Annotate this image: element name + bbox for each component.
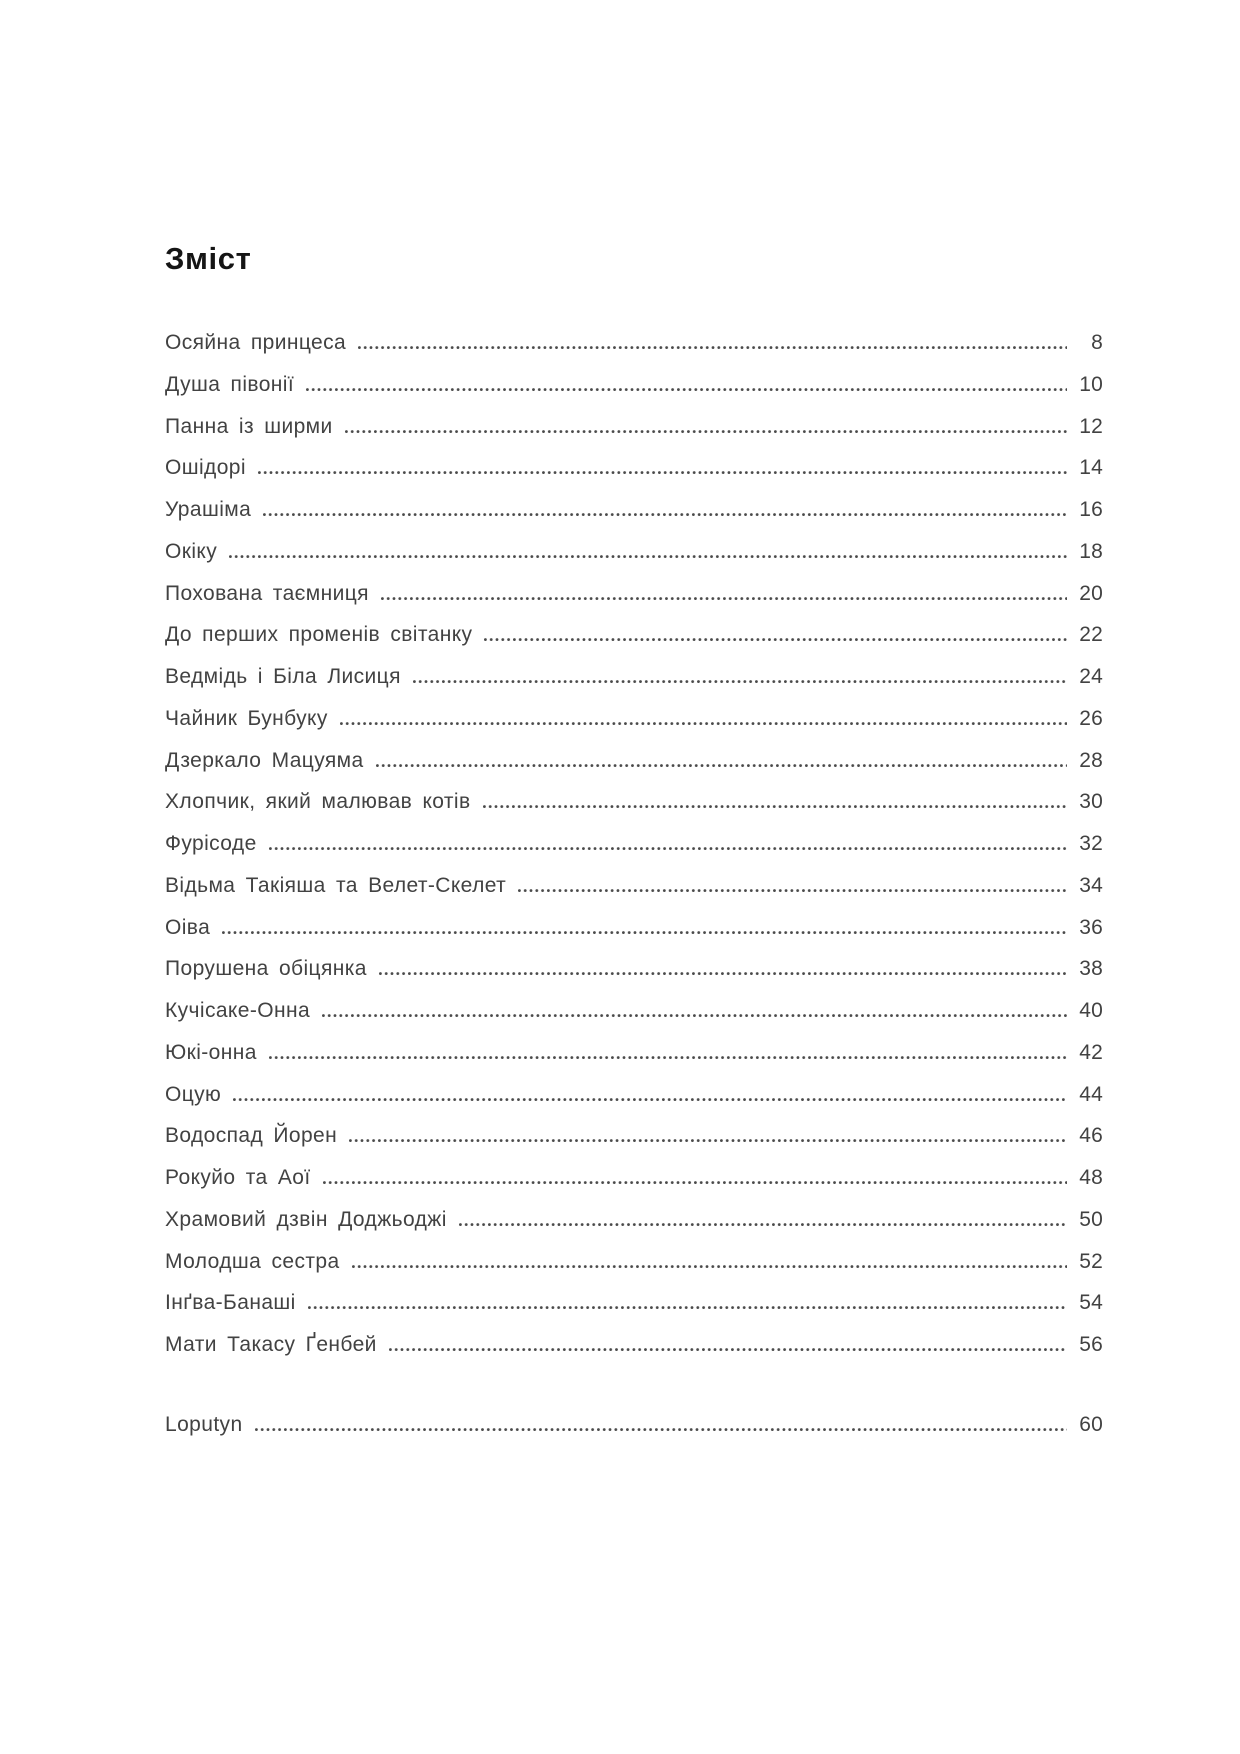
toc-entry [165,538,1103,580]
toc-entry-page-number: 12 [1079,414,1103,438]
dot-leader [389,1348,1067,1351]
toc-entry [165,329,1103,371]
toc-entry-title: До перших променів світанку [165,623,473,647]
toc-entry-page-number: 26 [1079,706,1103,730]
toc-entry-title: Осяйна принцеса [165,331,347,354]
dot-leader [381,597,1067,600]
toc-entry-title: Loputyn [165,1412,243,1436]
toc-entry-page-number: 60 [1079,1412,1103,1436]
toc-entry-title: Порушена обіцянка [165,957,367,981]
toc-entry-title: Водоспад Йорен [165,1124,338,1148]
dot-leader [379,972,1067,975]
toc-entry [165,747,1103,789]
toc-entry [165,955,1103,997]
toc-entry-title: Душа півонії [165,372,295,396]
toc-entry-page-number: 46 [1079,1124,1103,1148]
toc-entry-page-number: 20 [1079,581,1103,605]
toc-list [165,329,1103,1453]
dot-leader [484,638,1067,641]
dot-leader [258,471,1067,474]
toc-entry-page-number: 56 [1079,1333,1103,1356]
toc-entry-page-number: 14 [1079,456,1103,480]
dot-leader [269,847,1067,850]
toc-entry-page-number: 54 [1079,1291,1103,1315]
toc-entry [165,621,1103,663]
toc-entry-page-number: 30 [1079,790,1103,814]
toc-entry-page-number: 24 [1079,665,1103,688]
toc-entry [165,1248,1103,1290]
toc-entry-title: Чайник Бунбуку [165,706,328,730]
toc-entry-page-number: 32 [1079,832,1103,855]
toc-entry-title: Дзеркало Мацуяма [165,748,364,772]
toc-entry-title: Хлопчик, який малював котів [165,790,471,814]
toc-entry-title: Мати Такасу Ґенбей [165,1333,377,1356]
dot-leader [459,1223,1067,1226]
toc-entry-page-number: 36 [1079,915,1103,939]
toc-entry [165,1164,1103,1206]
dot-leader [349,1139,1067,1142]
toc-entry [165,413,1103,455]
toc-entry-page-number: 8 [1091,331,1103,354]
toc-entry [165,1289,1103,1331]
toc-entry [165,454,1103,496]
dot-leader [483,805,1067,808]
toc-entry [165,1206,1103,1248]
toc-entry-page-number: 16 [1079,498,1103,521]
page-title: Зміст [165,240,252,276]
toc-entry [165,1331,1103,1373]
dot-leader [269,1056,1067,1059]
toc-entry [165,1039,1103,1081]
toc-entry-page-number: 18 [1079,539,1103,563]
toc-entry-page-number: 22 [1079,623,1103,647]
toc-entry-title: Урашіма [165,498,252,521]
dot-leader [308,1306,1067,1309]
toc-entry-page-number: 34 [1079,873,1103,897]
dot-leader [340,722,1067,725]
dot-leader [263,513,1067,516]
toc-entry [165,997,1103,1039]
toc-entry-title: Молодша сестра [165,1249,340,1273]
toc-entry-page-number: 40 [1079,999,1103,1022]
dot-leader [376,764,1067,767]
toc-entry-title: Кучісаке-Онна [165,999,311,1022]
toc-entry [165,580,1103,622]
dot-leader [518,889,1067,892]
dot-leader [233,1098,1067,1101]
toc-entry [165,788,1103,830]
toc-entry [165,1122,1103,1164]
toc-entry-title: Панна із ширми [165,414,333,438]
toc-entry [165,1411,1103,1453]
toc-entry [165,872,1103,914]
dot-leader [345,430,1067,433]
dot-leader [306,388,1067,391]
toc-entry-title: Відьма Такіяша та Велет-Скелет [165,873,507,897]
dot-leader [323,1181,1067,1184]
toc-entry-title: Рокуйо та Аої [165,1166,311,1189]
toc-entry-title: Фурісоде [165,832,257,855]
toc-entry-page-number: 28 [1079,748,1103,772]
toc-entry-title: Ошідорі [165,456,246,480]
toc-entry-page-number: 38 [1079,957,1103,981]
toc-entry-title: Похована таємниця [165,581,369,605]
toc-entry-page-number: 48 [1079,1166,1103,1189]
toc-entry [165,371,1103,413]
toc-entry-page-number: 42 [1079,1040,1103,1064]
toc-entry-page-number: 50 [1079,1207,1103,1231]
toc-entry-title: Ведмідь і Біла Лисиця [165,665,401,688]
dot-leader [322,1014,1067,1017]
toc-entry-title: Юкі-онна [165,1040,257,1064]
toc-entry [165,705,1103,747]
toc-entry [165,914,1103,956]
dot-leader [358,346,1067,349]
dot-leader [352,1265,1067,1268]
toc-entry [165,663,1103,705]
toc-entry [165,1081,1103,1123]
toc-entry-title: Оцую [165,1082,222,1106]
toc-entry-title: Окіку [165,539,218,563]
toc-entry-title: Храмовий дзвін Доджьоджі [165,1207,447,1231]
toc-entry-title: Оіва [165,915,211,939]
dot-leader [255,1428,1067,1431]
toc-entry-page-number: 52 [1079,1249,1103,1273]
toc-entry [165,496,1103,538]
dot-leader [413,680,1067,683]
toc-entry-page-number: 10 [1079,372,1103,396]
toc-entry-title: Інґва-Банаші [165,1291,296,1315]
dot-leader [229,555,1067,558]
dot-leader [222,931,1067,934]
toc-entry-page-number: 44 [1079,1082,1103,1106]
toc-entry [165,830,1103,872]
